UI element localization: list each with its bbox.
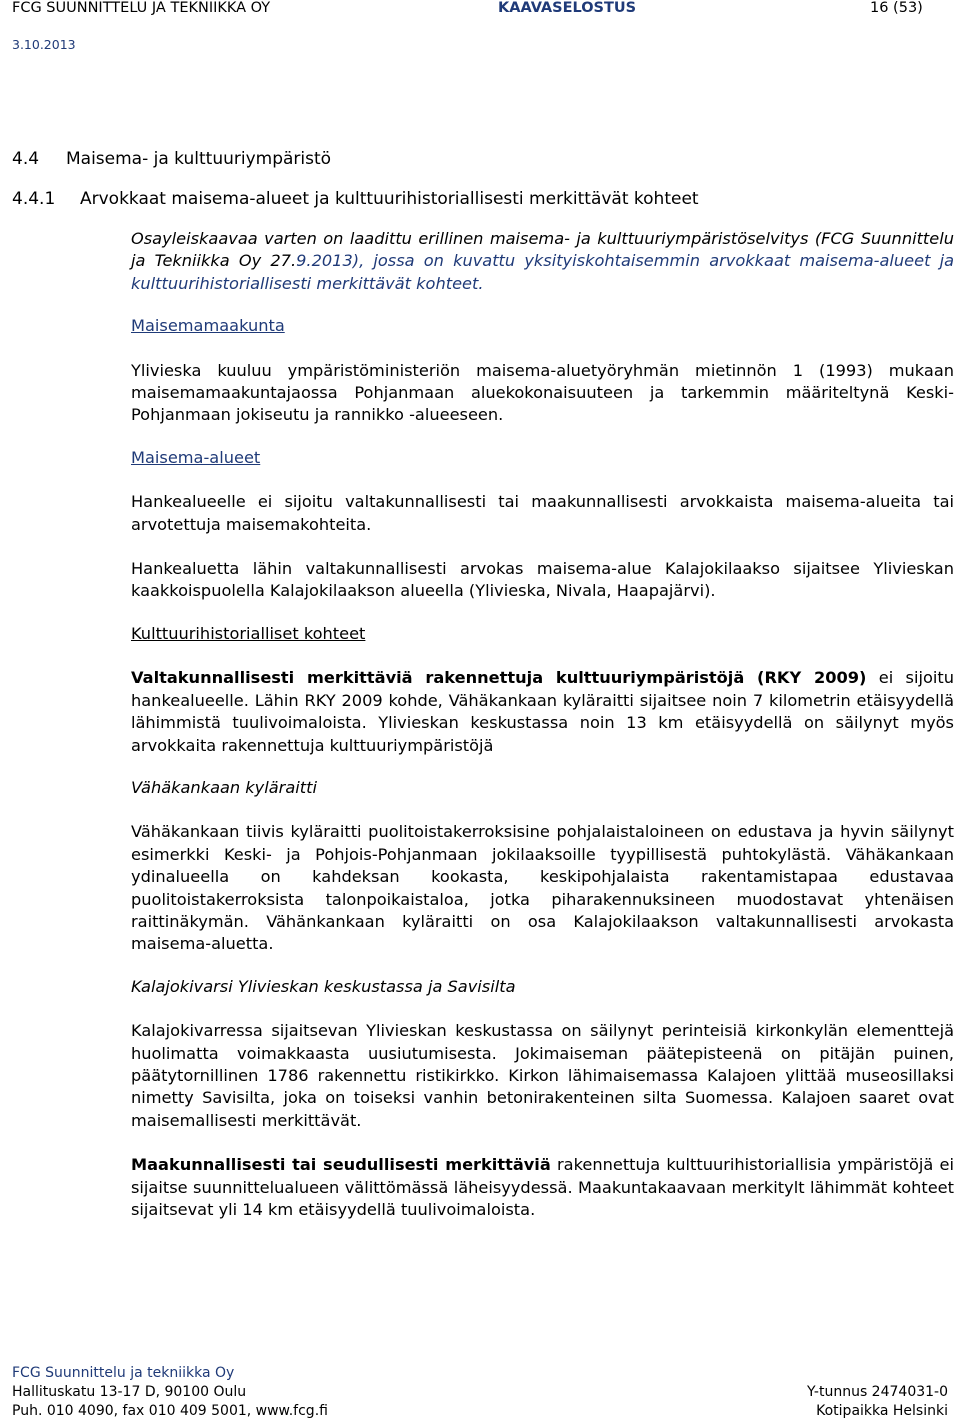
maakunnallisesti-bold-lead: Maakunnallisesti tai seudullisesti merkittäviä — [131, 1155, 551, 1175]
subsection-number: 4.4.1 — [12, 189, 56, 209]
header-doc-type: KAAVASELOSTUS — [498, 0, 637, 16]
intro-text-part1: Osayleiskaavaa varten on laadittu erillinen maisema- ja kulttuuriympäristöselvitys (FCG Suunnittelu ja Tekniikka Oy 27. — [131, 229, 954, 271]
kulttuuri-heading: Kulttuurihistorialliset kohteet — [131, 623, 366, 643]
kulttuuri-paragraph — [131, 667, 954, 757]
vahakankaan-heading: Vähäkankaan kyläraitti — [131, 777, 317, 797]
maakunnallisesti-text: rakennettuja kulttuurihistoriallisia ympäristöjä ei sijaitse suunnittelualueen välittömässä läheisyydessä. Maakuntakaavaan merkitylt lähimmät kohteet sijaitsevat yli 14 km etäisyydellä tuulivoimaloista. — [131, 1155, 954, 1219]
kalajokivarsi-heading: Kalajokivarsi Ylivieskan keskustassa ja Savisilta — [131, 976, 516, 996]
footer-row-address — [12, 1384, 948, 1400]
maisemamaakunta-heading: Maisemamaakunta — [131, 316, 285, 336]
subsection-title: Arvokkaat maisema-alueet ja kulttuurihistoriallisesti merkittävät kohteet — [80, 189, 699, 209]
maakunnallisesti-paragraph — [131, 1154, 954, 1221]
header-page-number: 16 (53) — [870, 0, 923, 16]
maisema-alueet-paragraph-2: Hankealuetta lähin valtakunnallisesti arvokas maisema-alue Kalajokilaakso sijaitsee Ylivieskan kaakkoispuolella Kalajokilaakson alueella (Ylivieska, Nivala, Haapajärvi). — [131, 559, 954, 601]
footer-company: FCG Suunnittelu ja tekniikka Oy — [12, 1365, 235, 1381]
header-date: 3.10.2013 — [12, 37, 76, 52]
section-number: 4.4 — [12, 149, 40, 169]
kulttuuri-bold-lead: Valtakunnallisesti merkittäviä rakennettuja kulttuuriympäristöjä (RKY 2009) — [131, 668, 867, 688]
footer-address: Hallituskatu 13-17 D, 90100 Oulu — [12, 1384, 247, 1400]
section-heading — [12, 149, 331, 169]
footer-contact: Puh. 010 4090, fax 010 409 5001, www.fcg.fi — [12, 1403, 328, 1419]
subsection-heading — [12, 189, 699, 209]
section-title: Maisema- ja kulttuuriympäristö — [66, 149, 332, 169]
header-company: FCG SUUNNITTELU JA TEKNIIKKA OY — [12, 0, 271, 16]
intro-text-part2: 9.2013), jossa on kuvattu yksityiskohtaisemmin arvokkaat maisema-alueet ja kulttuurihistoriallisesti merkittävät kohteet. — [131, 251, 955, 293]
maisema-alueet-heading: Maisema-alueet — [131, 447, 261, 467]
footer-row-contact — [12, 1403, 948, 1419]
body-content — [131, 228, 954, 1221]
intro-paragraph — [131, 228, 954, 295]
kalajokivarsi-paragraph: Kalajokivarressa sijaitsevan Ylivieskan keskustassa on säilynyt perinteisiä kirkonkylän elementtejä huolimatta voimakkaasta uusiutumisesta. Jokimaiseman päätepisteenä on pitäjän puinen, päätytornillinen 1786 rakennettu ristikirkko. Kirkon lähimaisemassa Kalajoen ylittää museosillaksi nimetty Savisilta, joka on toiseksi vanhin betonirakenteinen silta Suomessa. Kalajoen saaret ovat maisemallisesti merkittävät. — [131, 1021, 954, 1130]
vahakankaan-paragraph: Vähäkankaan tiivis kyläraitti puolitoistakerroksisine pohjalaistaloineen on edustava ja hyvin säilynyt esimerkki Keski- ja Pohjois-Pohjanmaan jokilaaksoille tyypillisestä puhtokylästä. Vähäkankaan ydinalueella on kahdeksan kookasta, keskipohjalaista rakentamistapaa edustavaa puolitoistakerroksista talonpoikaistaloa, jotka piharakennuksineen muodostavat yhtenäisen raittinäkymän. Vähänkankaan kyläraitti on osa Kalajokilaakson valtakunnallisesti arvokasta maisema-aluetta. — [131, 822, 954, 954]
kulttuuri-text: ei sijoitu hankealueelle. Lähin RKY 2009 kohde, Vähäkankaan kyläraitti sijaitsee noin 7 kilometrin etäisyydellä lähimmistä tuulivoimaloista. Ylivieskan keskustassa noin 13 km etäisyydellä on säilynyt myös arvokkaita rakennettuja kulttuuriympäristöjä — [131, 668, 954, 755]
footer-ytunnus: Y-tunnus 2474031-0 — [807, 1384, 948, 1400]
maisema-alueet-paragraph-1: Hankealueelle ei sijoitu valtakunnallisesti tai maakunnallisesti arvokkaista maisema-alueita tai arvotettuja maisemakohteita. — [131, 492, 954, 534]
maisemamaakunta-paragraph: Ylivieska kuuluu ympäristöministeriön maisema-aluetyöryhmän mietinnön 1 (1993) mukaan maisemamaakuntajaossa Pohjanmaan aluekokonaisuuteen ja tarkemmin määriteltynä Keski-Pohjanmaan jokiseutu ja rannikko -alueeseen. — [131, 360, 954, 425]
footer-domicile: Kotipaikka Helsinki — [816, 1403, 948, 1419]
